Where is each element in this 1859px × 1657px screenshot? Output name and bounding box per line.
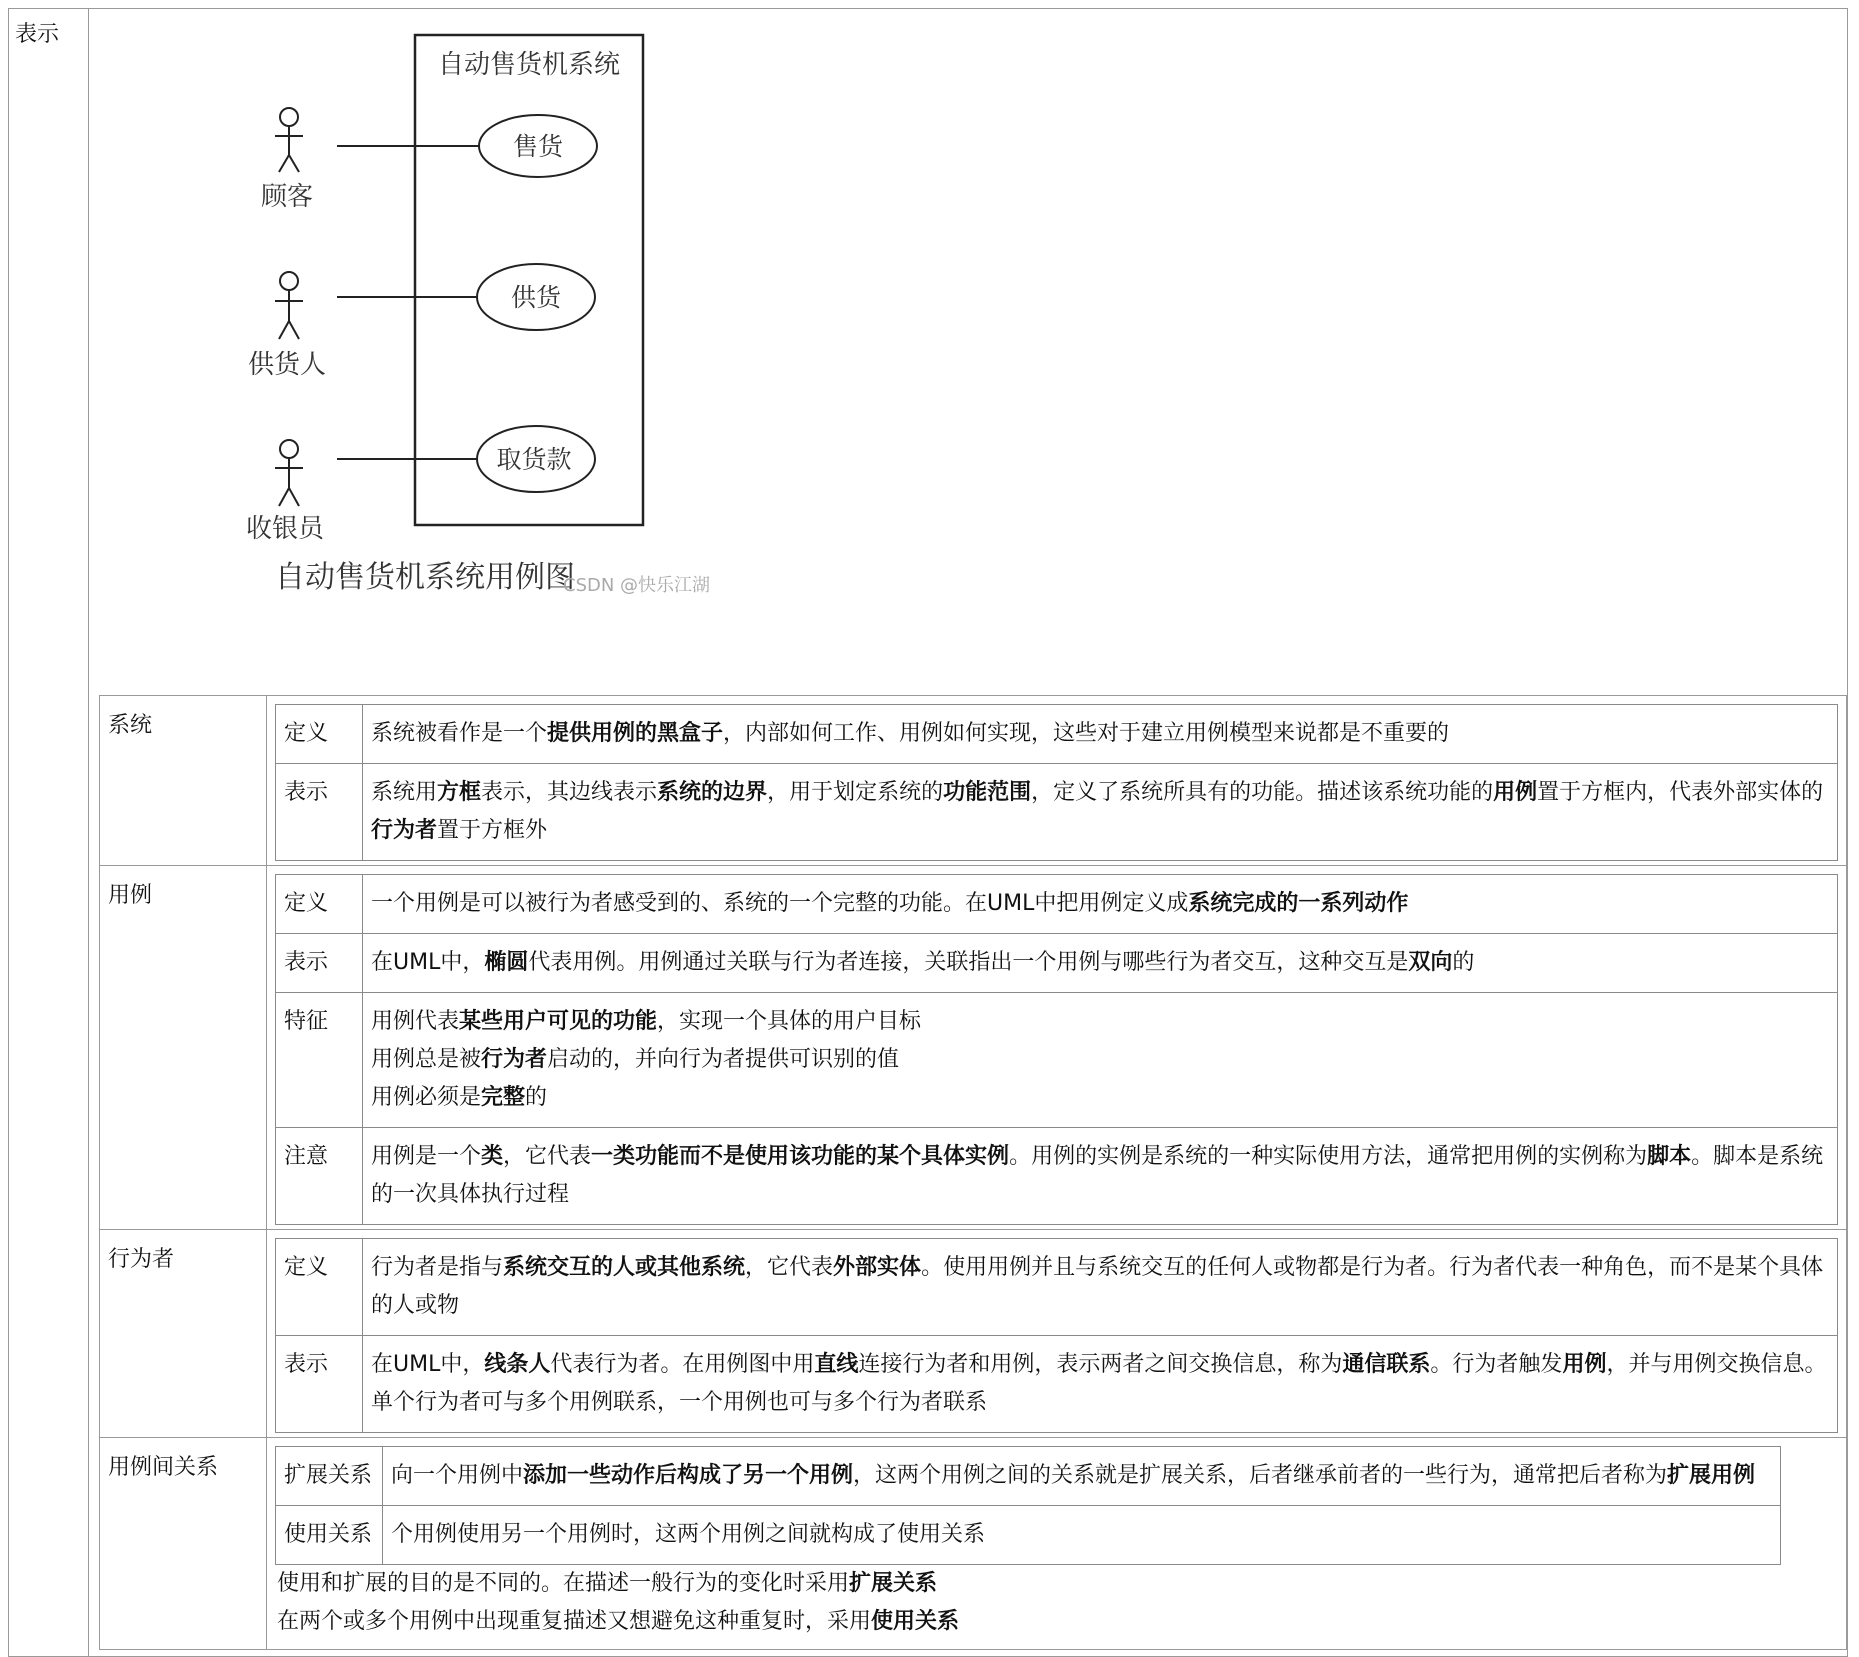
actor-table — [275, 1238, 1838, 1433]
bold-term: 类 — [481, 1144, 504, 1169]
feature-line — [371, 1041, 1829, 1079]
diagram-caption: 自动售货机系统用例图 — [275, 560, 575, 595]
bold-term: 添加一些动作后构成了另一个用例 — [523, 1463, 854, 1488]
actor-cashier-icon — [275, 440, 303, 506]
text-segment: 。脚本是系统的一次具体执行过程 — [371, 1144, 1824, 1207]
text-segment: 在UML中， — [371, 1352, 485, 1377]
text-segment: 的 — [525, 1085, 548, 1110]
row-key: 表示 — [276, 764, 363, 861]
text-segment: 表示，其边线表示 — [481, 780, 658, 805]
bold-term: 用例 — [1493, 780, 1538, 805]
text-segment: ，内部如何工作、用例如何实现，这些对于建立用例模型来说都是不重要的 — [723, 721, 1450, 746]
text-segment: ，它代表 — [745, 1255, 834, 1280]
system-title: 自动售货机系统 — [437, 50, 621, 80]
text-segment: 在两个或多个用例中出现重复描述又想避免这种重复时，采用 — [277, 1609, 872, 1634]
actor-cashier-label: 收银员 — [245, 514, 325, 544]
text-segment: 的 — [1452, 950, 1475, 975]
watermark: CSDN @快乐江湖 — [563, 575, 711, 596]
text-segment: 启动的，并向行为者提供可识别的值 — [547, 1047, 900, 1072]
text-segment: 代表用例。用例通过关联与行为者连接，关联指出一个用例与哪些行为者交互，这种交互是 — [528, 950, 1409, 975]
feature-line — [371, 1079, 1829, 1117]
text-segment: 向一个用例中 — [391, 1463, 524, 1488]
actor-customer-label: 顾客 — [260, 182, 314, 212]
bold-term: 行为者 — [481, 1047, 548, 1072]
row-value — [363, 1239, 1838, 1336]
bold-term: 某些用户可见的功能 — [459, 1009, 658, 1034]
bold-term: 功能范围 — [943, 780, 1032, 805]
section-relation — [100, 1438, 1847, 1650]
diagram-svg — [89, 9, 849, 689]
bold-term: 完整 — [481, 1085, 526, 1110]
outer-table — [8, 8, 1848, 1657]
row-value — [363, 705, 1838, 764]
section-label: 行为者 — [100, 1230, 267, 1438]
text-segment: 。行为者触发 — [1430, 1352, 1563, 1377]
usecase-table — [275, 874, 1838, 1225]
relation-notes — [275, 1565, 1838, 1641]
text-segment: 在UML中， — [371, 950, 485, 975]
bold-term: 通信联系 — [1342, 1352, 1431, 1377]
feature-line — [371, 1003, 1829, 1041]
text-segment: ，定义了系统所具有的功能。描述该系统功能的 — [1031, 780, 1494, 805]
bold-term: 椭圆 — [484, 950, 529, 975]
system-table — [275, 704, 1838, 861]
actor-customer-icon — [275, 108, 303, 172]
bold-term: 系统完成的一系列动作 — [1188, 891, 1409, 916]
row-value — [383, 1506, 1781, 1565]
bold-term: 方框 — [437, 780, 482, 805]
text-segment: ，它代表 — [503, 1144, 592, 1169]
row-key: 特征 — [276, 993, 363, 1128]
relation-note — [275, 1603, 1838, 1641]
text-segment: 系统被看作是一个 — [371, 721, 548, 746]
text-segment: 一个用例是可以被行为者感受到的、系统的一个完整的功能。在UML中把用例定义成 — [371, 891, 1189, 916]
text-segment: 个用例使用另一个用例时，这两个用例之间就构成了使用关系 — [391, 1522, 986, 1547]
content-table — [99, 695, 1847, 1650]
relation-note — [275, 1565, 1838, 1603]
use-case-sell-label: 售货 — [512, 132, 564, 161]
text-segment: ，这两个用例之间的关系就是扩展关系，后者继承前者的一些行为，通常把后者称为 — [853, 1463, 1668, 1488]
text-segment: 用例代表 — [371, 1009, 460, 1034]
row-key: 注意 — [276, 1128, 363, 1225]
row-key: 表示 — [276, 934, 363, 993]
bold-term: 系统交互的人或其他系统 — [503, 1255, 746, 1280]
section-label: 系统 — [100, 696, 267, 866]
text-segment: 。使用用例并且与系统交互的任何人或物都是行为者。行为者代表一种角色，而不是某个具体的人或物 — [371, 1255, 1824, 1318]
use-case-diagram — [89, 9, 1847, 689]
bold-term: 线条人 — [484, 1352, 551, 1377]
section-label: 用例间关系 — [100, 1438, 267, 1650]
bold-term: 直线 — [814, 1352, 859, 1377]
bold-term: 使用关系 — [871, 1609, 960, 1634]
row-key: 扩展关系 — [276, 1447, 383, 1506]
section-usecase — [100, 866, 1847, 1230]
text-segment: 连接行为者和用例，表示两者之间交换信息，称为 — [858, 1352, 1343, 1377]
actor-supplier-icon — [275, 272, 303, 339]
row-key: 定义 — [276, 1239, 363, 1336]
row-key: 定义 — [276, 705, 363, 764]
text-segment: 行为者是指与 — [371, 1255, 504, 1280]
text-segment: 代表行为者。在用例图中用 — [550, 1352, 815, 1377]
row-key: 定义 — [276, 875, 363, 934]
text-segment: 系统用 — [371, 780, 438, 805]
use-case-supply-label: 供货 — [510, 283, 562, 312]
text-segment: 用例是一个 — [371, 1144, 482, 1169]
text-segment: 。用例的实例是系统的一种实际使用方法，通常把用例的实例称为 — [1009, 1144, 1648, 1169]
bold-term: 外部实体 — [833, 1255, 922, 1280]
row-key: 使用关系 — [276, 1506, 383, 1565]
row-key: 表示 — [276, 1336, 363, 1433]
row-value — [383, 1447, 1781, 1506]
text-segment: 置于方框外 — [437, 818, 548, 843]
bold-term: 一类功能而不是使用该功能的某个具体实例 — [591, 1144, 1010, 1169]
text-segment: ，并与用例交换信息。单个行为者可与多个用例联系，一个用例也可与多个行为者联系 — [371, 1352, 1827, 1415]
bold-term: 脚本 — [1647, 1144, 1692, 1169]
bold-term: 系统的边界 — [657, 780, 768, 805]
bold-term: 扩展关系 — [849, 1571, 938, 1596]
row-value — [363, 875, 1838, 934]
bold-term: 用例 — [1562, 1352, 1607, 1377]
text-segment: 置于方框内，代表外部实体的 — [1537, 780, 1824, 805]
row-value — [363, 764, 1838, 861]
section-system — [100, 696, 1847, 866]
outer-label: 表示 — [9, 9, 89, 1657]
bold-term: 扩展用例 — [1667, 1463, 1756, 1488]
outer-content — [89, 9, 1848, 1657]
row-value — [363, 993, 1838, 1128]
text-segment: 用例必须是 — [371, 1085, 482, 1110]
section-label: 用例 — [100, 866, 267, 1230]
text-segment: 用例总是被 — [371, 1047, 482, 1072]
row-value — [363, 1128, 1838, 1225]
text-segment: ，实现一个具体的用户目标 — [657, 1009, 922, 1034]
relation-table — [275, 1446, 1781, 1565]
actor-supplier-label: 供货人 — [247, 350, 327, 380]
section-actor — [100, 1230, 1847, 1438]
row-value — [363, 934, 1838, 993]
bold-term: 提供用例的黑盒子 — [547, 721, 724, 746]
use-case-collect-label: 取货款 — [496, 445, 572, 474]
bold-term: 行为者 — [371, 818, 438, 843]
row-value — [363, 1336, 1838, 1433]
text-segment: 使用和扩展的目的是不同的。在描述一般行为的变化时采用 — [277, 1571, 850, 1596]
text-segment: ，用于划定系统的 — [767, 780, 944, 805]
bold-term: 双向 — [1408, 950, 1453, 975]
